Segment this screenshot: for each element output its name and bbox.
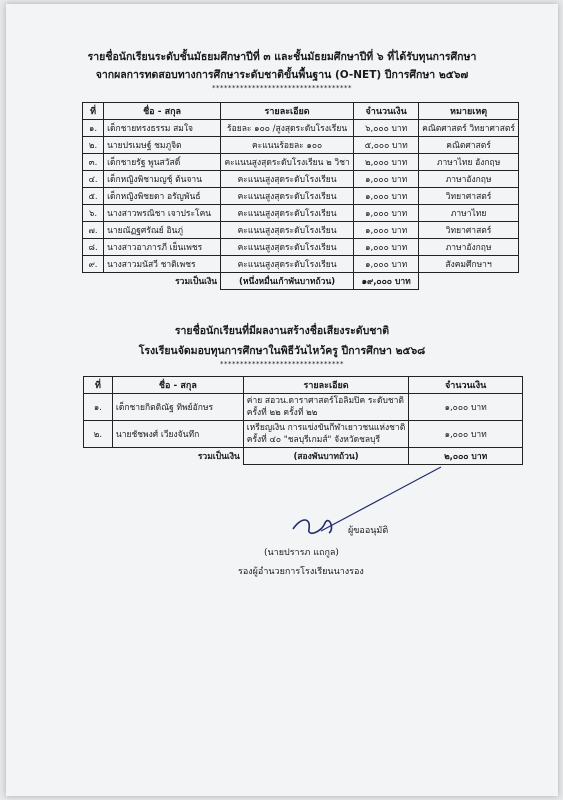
section2-table-body [84,394,523,448]
row-number: ๑. [84,394,113,421]
approver-position: รองผู้อำนวยการโรงเรียนนางรอง [238,567,364,577]
student-name: นางสาวอาภารภี เย็นเพชร [104,239,221,256]
section1-total-row [83,273,519,290]
row-note: ภาษาไทย อังกฤษ [419,154,519,171]
section2-total-words: (สองพันบาทถ้วน) [243,448,409,465]
section1-stars: *********************************** [212,84,352,92]
row-detail: ร้อยละ ๑๐๐ /สูงสุดระดับโรงเรียน [221,120,354,137]
section2-title-line2: โรงเรียนจัดมอบทุนการศึกษาในพิธีวันไหว้ครู ปีการศึกษา ๒๕๖๘ [138,345,426,357]
section1-table [82,102,519,290]
row-note: คณิตศาสตร์ วิทยาศาสตร์ [419,120,519,137]
row-detail: คะแนนสูงสุดระดับโรงเรียน [221,256,354,273]
row-number: ๗. [83,222,104,239]
header-detail: รายละเอียด [243,377,409,394]
row-number: ๑. [83,120,104,137]
header-amount: จำนวนเงิน [409,377,523,394]
header-detail: รายละเอียด [221,103,354,120]
row-detail: คะแนนสูงสุดระดับโรงเรียน ๒ วิชา [221,154,354,171]
student-name: นายณัฏฐศรัณย์ อินภู่ [104,222,221,239]
section2-stars: ******************************* [220,360,344,368]
student-name: เด็กชายกิตติณัฐ ทิพย์อักษร [112,394,243,421]
header-name: ชื่อ - สกุล [112,377,243,394]
section1-total-label: รวมเป็นเงิน [175,277,218,288]
header-note: หมายเหตุ [419,103,519,120]
row-detail: คะแนนสูงสุดระดับโรงเรียน [221,205,354,222]
row-number: ๙. [83,256,104,273]
student-name: เด็กหญิงพิชยดา อรัญพันธ์ [104,188,221,205]
section2-title-line1: รายชื่อนักเรียนที่มีผลงานสร้างชื่อเสียงระดับชาติ [174,325,390,337]
table-row [83,137,519,154]
row-note: คณิตศาสตร์ [419,137,519,154]
student-name: เด็กชายรัฐ พูนสวัสดิ์ [104,154,221,171]
section2-total-label: รวมเป็นเงิน [197,452,240,463]
row-amount: ๑,๐๐๐ บาท [354,205,419,222]
table-row [83,154,519,171]
row-number: ๕. [83,188,104,205]
student-name: เด็กชายทรงธรรม สมใจ [104,120,221,137]
row-note: สังคมศึกษาฯ [419,256,519,273]
table-row [83,256,519,273]
row-note: วิทยาศาสตร์ [419,188,519,205]
row-amount: ๑,๐๐๐ บาท [409,421,523,448]
approver-name: (นายปรารภ แถกูล) [264,548,339,558]
table-row [84,421,523,448]
table-row [83,205,519,222]
row-number: ๓. [83,154,104,171]
row-amount: ๑,๐๐๐ บาท [409,394,523,421]
section1-total-amount: ๑๙,๐๐๐ บาท [354,273,419,290]
student-name: นางสาวมนัสวี ชาติเพชร [104,256,221,273]
row-amount: ๑,๐๐๐ บาท [354,188,419,205]
row-amount: ๑,๐๐๐ บาท [354,171,419,188]
row-detail: คะแนนสูงสุดระดับโรงเรียน [221,222,354,239]
row-amount: ๑,๐๐๐ บาท [354,256,419,273]
header-name: ชื่อ - สกุล [104,103,221,120]
table-row [83,188,519,205]
section1-table-body [83,120,519,273]
student-name: นายชัชพงศ์ เวียงจันทึก [112,421,243,448]
section1-title-line2: จากผลการทดสอบทางการศึกษาระดับชาติขั้นพื้นฐาน (O-NET) ปีการศึกษา ๒๕๖๗ [95,69,469,81]
row-note: ภาษาไทย [419,205,519,222]
row-number: ๖. [83,205,104,222]
row-note: ภาษาอังกฤษ [419,239,519,256]
row-detail: ค่าย สอวน.ดาราศาสตร์โอลิมปิค ระดับชาติ ครั้งที่ ๒๒ ครั้งที่ ๒๒ [243,394,409,421]
row-number: ๒. [84,421,113,448]
row-amount: ๑,๐๐๐ บาท [354,222,419,239]
row-note: ภาษาอังกฤษ [419,171,519,188]
row-number: ๒. [83,137,104,154]
table-row [83,171,519,188]
row-detail: คะแนนร้อยละ ๑๐๐ [221,137,354,154]
header-no: ที่ [83,103,104,120]
table-row [83,222,519,239]
row-amount: ๒,๐๐๐ บาท [354,154,419,171]
row-amount: ๕,๐๐๐ บาท [354,137,419,154]
student-name: เด็กหญิงพิชามญชุ์ ต้นจาน [104,171,221,188]
student-name: นายปรเมษฐ์ ชมภูจิต [104,137,221,154]
table-header-row [84,377,523,394]
table-row [84,394,523,421]
section2-total-amount: ๒,๐๐๐ บาท [409,448,523,465]
row-detail: คะแนนสูงสุดระดับโรงเรียน [221,239,354,256]
student-name: นางสาวพรณิชา เจาประโคน [104,205,221,222]
approval-label: ผู้ขออนุมัติ [348,526,389,536]
table-row [83,120,519,137]
section1-title-line1: รายชื่อนักเรียนระดับชั้นมัธยมศึกษาปีที่ ๓ และชั้นมัธยมศึกษาปีที่ ๖ ที่ได้รับทุนการศึกษา [87,51,477,63]
row-note: วิทยาศาสตร์ [419,222,519,239]
document-page [6,4,558,796]
row-detail: เหรียญเงิน การแข่งขันกีฬาเยาวชนแห่งชาติ ครั้งที่ ๔๐ "ชลบุรีเกมส์" จังหวัดชลบุรี [243,421,409,448]
row-amount: ๑,๐๐๐ บาท [354,239,419,256]
row-detail: คะแนนสูงสุดระดับโรงเรียน [221,171,354,188]
row-number: ๔. [83,171,104,188]
row-amount: ๖,๐๐๐ บาท [354,120,419,137]
row-number: ๘. [83,239,104,256]
header-amount: จำนวนเงิน [354,103,419,120]
header-no: ที่ [84,377,113,394]
table-row [83,239,519,256]
section1-total-words: (หนึ่งหมื่นเก้าพันบาทถ้วน) [221,273,354,290]
table-header-row [83,103,519,120]
section2-table [83,376,523,465]
row-detail: คะแนนสูงสุดระดับโรงเรียน [221,188,354,205]
